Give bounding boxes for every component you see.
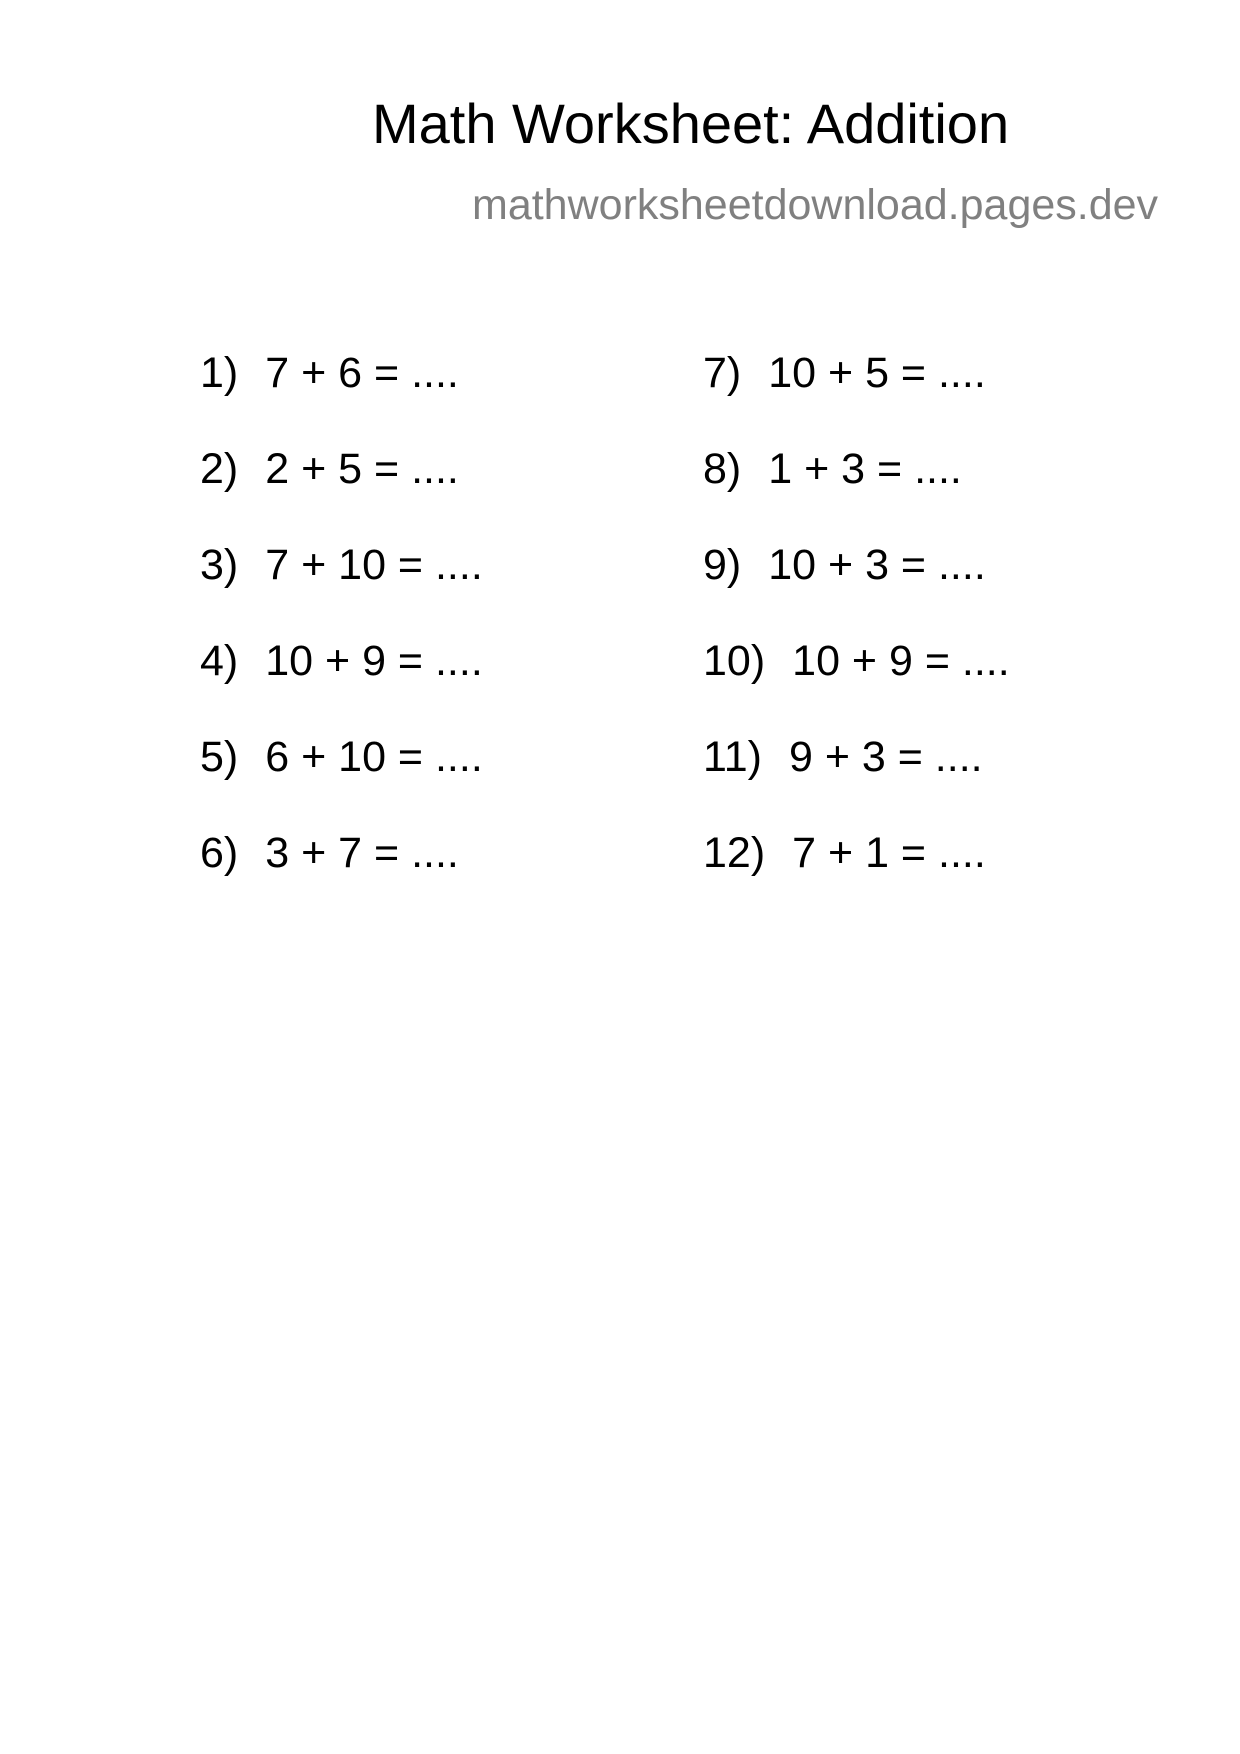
problem-expression: 2 + 5 = .... [265,445,459,493]
problem-number: 12) [703,829,766,877]
problem-item [703,829,1010,928]
problem-number: 6) [200,829,239,877]
problem-expression: 10 + 3 = .... [768,541,986,589]
problem-item [703,445,1010,544]
problem-number: 2) [200,445,239,493]
problem-item [200,541,483,640]
problem-expression: 6 + 10 = .... [265,733,483,781]
problem-item [703,349,1010,448]
problem-item [200,349,483,448]
problem-number: 9) [703,541,742,589]
problem-expression: 10 + 9 = .... [792,637,1010,685]
problem-item [200,733,483,832]
source-url: mathworksheetdownload.pages.dev [472,181,1159,229]
page-title: Math Worksheet: Addition [372,92,1010,155]
problem-item [200,445,483,544]
problem-number: 7) [703,349,742,397]
problem-expression: 1 + 3 = .... [768,445,962,493]
problem-number: 8) [703,445,742,493]
problem-item [703,733,1010,832]
problem-item [703,637,1010,736]
problem-item [200,637,483,736]
problem-number: 4) [200,637,239,685]
problem-number: 5) [200,733,239,781]
problem-item [200,829,483,928]
problem-item [703,541,1010,640]
problem-number: 3) [200,541,239,589]
problem-number: 1) [200,349,239,397]
problem-expression: 7 + 10 = .... [265,541,483,589]
problem-number: 11) [703,733,762,781]
problem-column-right [703,349,1010,928]
problem-expression: 3 + 7 = .... [265,829,459,877]
problem-expression: 10 + 5 = .... [768,349,986,397]
problem-expression: 7 + 6 = .... [265,349,459,397]
problem-number: 10) [703,637,766,685]
problem-column-left [200,349,483,928]
problem-expression: 7 + 1 = .... [792,829,986,877]
problem-expression: 9 + 3 = .... [788,733,983,781]
problem-expression: 10 + 9 = .... [265,637,483,685]
